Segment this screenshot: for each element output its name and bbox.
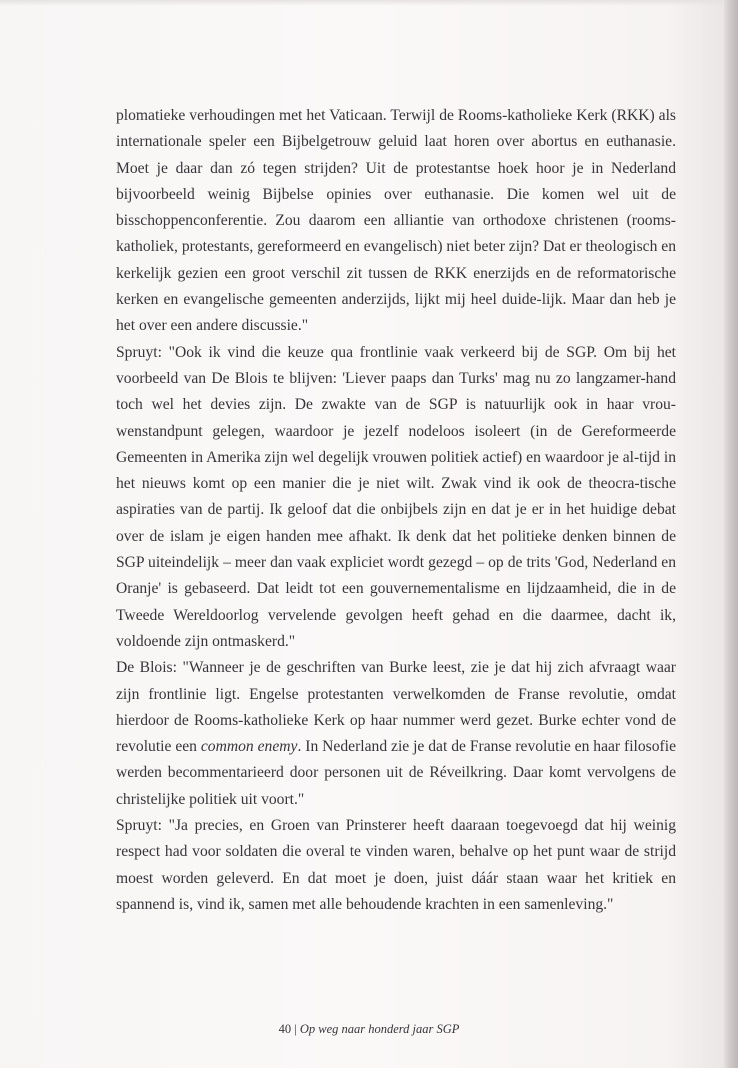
paragraph-1: plomatieke verhoudingen met het Vaticaan. Terwijl de Rooms-katholieke Kerk (RKK) als internationale speler een Bijbelgetrouw geluid laat horen over abortus en euthanasie. Moet je daar dan zó tegen strijden? Uit de protestantse hoek hoor je in Nederland bijvoorbeeld weinig Bijbelse opinies over euthanasie. Die komen wel uit de bisschoppenconferentie. Zou daarom een alliantie van orthodoxe christenen (rooms-katholiek, protestants, gereformeerd en evangelisch) niet beter zijn? Dat er theologisch en kerkelijk gezien een groot verschil zit tussen de RKK enerzijds en de reformatorische kerken en evangelische gemeenten anderzijds, lijkt mij heel duide-lijk. Maar dan heb je het over een andere discussie." <box>116 107 676 335</box>
page-binding-shadow <box>724 0 738 1068</box>
paragraph-3-start: De Blois: "Wanneer je de geschriften van Burke leest, zie je dat hij zich afvraagt waar zijn frontlinie ligt. Engelse protestanten verwelkomden de Franse revolutie, omdat hierdoor de Rooms-katholieke Kerk op haar nummer werd gezet. Burke echter vond de revolutie een <box>116 659 676 756</box>
paragraph-3 <box>116 655 676 813</box>
page-footer <box>0 1022 738 1037</box>
paragraph-2: Spruyt: "Ook ik vind die keuze qua frontlinie vaak verkeerd bij de SGP. Om bij het voorbeeld van De Blois te blijven: 'Liever paaps dan Turks' mag nu zo langzamer-hand toch wel het devies zijn. De zwakte van de SGP is natuurlijk ook in haar vrou-wenstandpunt gelegen, waardoor je jezelf nodeloos isoleert (in de Gereformeerde Gemeenten in Amerika zijn wel degelijk vrouwen politiek actief) en waardoor je al-tijd in het nieuws komt op een manier die je niet wilt. Zwak vind ik ook de theocra-tische aspiraties van de partij. Ik geloof dat die onbijbels zijn en dat je er in het huidige debat over de islam je eigen handen mee afhakt. Ik denk dat het politieke denken binnen de SGP uiteindelijk – meer dan vaak expliciet wordt gezegd – op de trits 'God, Nederland en Oranje' is gebaseerd. Dat leidt tot een gouvernementalisme en lijdzaamheid, die in de Tweede Wereldoorlog vervelende gevolgen heeft gehad en die daarmee, dacht ik, voldoende zijn ontmaskerd." <box>116 343 676 650</box>
paragraph-3-end: . In Nederland zie je dat de Franse revolutie en haar filosofie werden becommentarieerd door personen uit de Réveilkring. Daar komt vervolgens de christelijke politiek uit voort." <box>116 738 676 808</box>
emphasis-common-enemy: common enemy <box>200 738 298 756</box>
footer-separator: | <box>294 1022 297 1036</box>
paragraph-4: Spruyt: "Ja precies, en Groen van Prinsterer heeft daaraan toegevoegd dat hij weinig respect had voor soldaten die overal te vinden waren, behalve op het punt waar de strijd moest worden geleverd. En dat moet je doen, juist dáár staan waar het kritiek en spannend is, vind ik, samen met alle behoudende krachten in een samenleving." <box>116 817 676 913</box>
page-top-edge <box>0 0 724 6</box>
page-number: 40 <box>278 1022 292 1036</box>
book-title: Op weg naar honderd jaar SGP <box>299 1022 460 1036</box>
body-text <box>116 103 676 918</box>
